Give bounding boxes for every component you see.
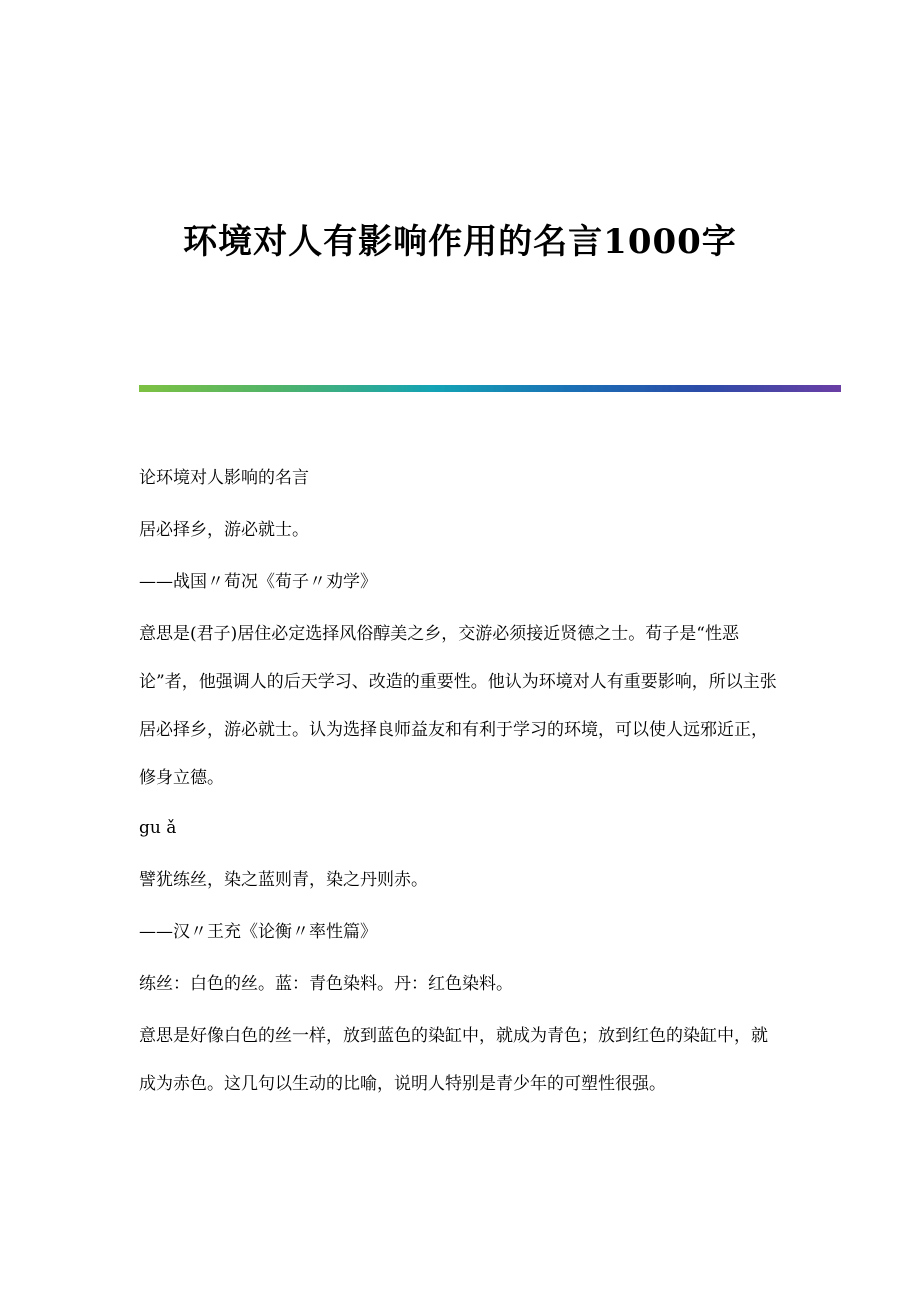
document-title: 环境对人有影响作用的名言1000字 — [183, 222, 737, 262]
paragraph-heading: 论环境对人影响的名言 — [139, 468, 309, 488]
quote-2-explanation: 意思是好像白色的丝一样，放到蓝色的染缸中，就成为青色；放到红色的染缸中，就成为赤色。这几句以生动的比喻，说明人特别是青少年的可塑性很强。 — [139, 1026, 768, 1094]
quote-2-glossary: 练丝：白色的丝。蓝：青色染料。丹：红色染料。 — [139, 974, 513, 994]
quote-1-explanation: 意思是(君子)居住必定选择风俗醇美之乡，交游必须接近贤德之士。荀子是“性恶论”者，他强调人的后天学习、改造的重要性。他认为环境对人有重要影响，所以主张居必择乡，游必就士。认为选择良师益友和有利于学习的环境，可以使人远邪近正，修身立德。 — [139, 624, 777, 788]
quote-1-source: ——战国〃荀况《荀子〃劝学》 — [139, 572, 377, 592]
quote-2: 譬犹练丝，染之蓝则青，染之丹则赤。 — [139, 870, 428, 890]
document-body — [139, 462, 779, 1118]
quote-2-source: ——汉〃王充《论衡〃率性篇》 — [139, 922, 377, 942]
pinyin-note: gu ǎ — [139, 818, 177, 838]
gradient-divider — [139, 385, 841, 392]
quote-1: 居必择乡，游必就士。 — [139, 520, 309, 540]
